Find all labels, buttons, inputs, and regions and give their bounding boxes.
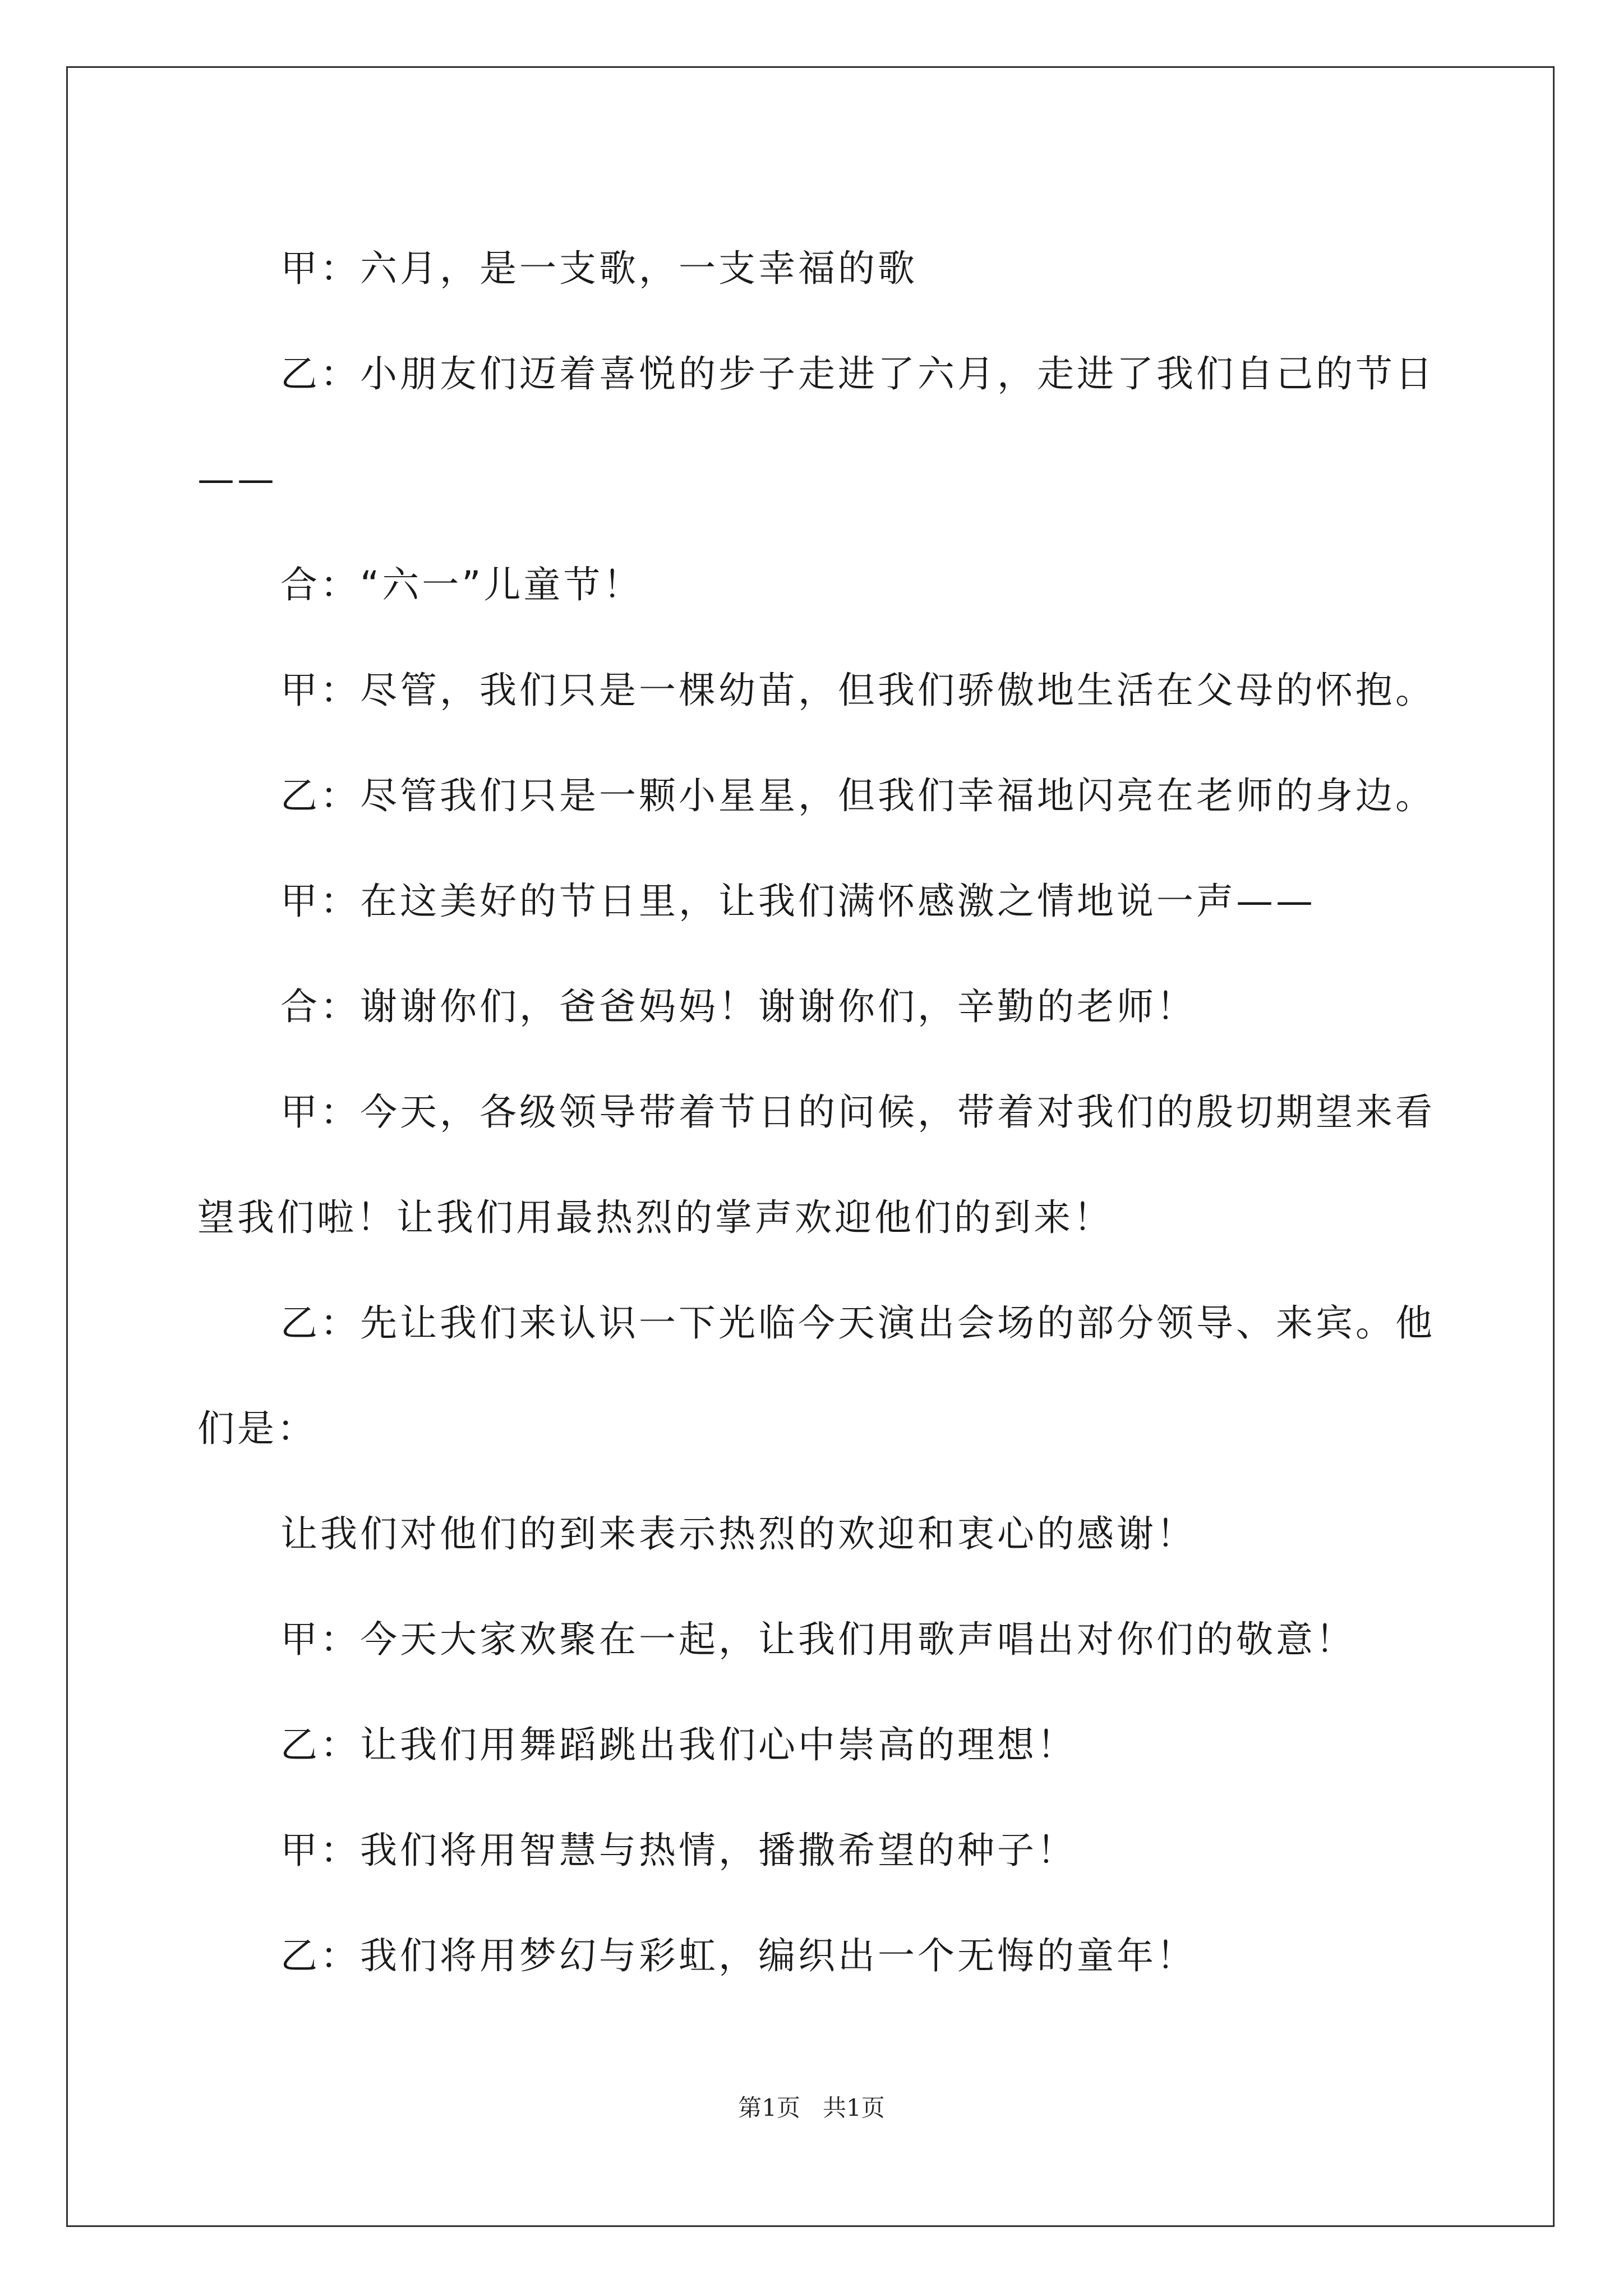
paragraph: 甲：六月，是一支歌，一支幸福的歌 [280, 247, 917, 290]
page-total: 共1页 [823, 2094, 885, 2122]
paragraph: 合：谢谢你们，爸爸妈妈！谢谢你们，辛勤的老师！ [280, 985, 1196, 1028]
page-number: 第1页 [738, 2094, 800, 2122]
paragraph: 甲：今天大家欢聚在一起，让我们用歌声唱出对你们的敬意！ [280, 1618, 1355, 1661]
paragraph: 乙：尽管我们只是一颗小星星，但我们幸福地闪亮在老师的身边。 [280, 774, 1435, 817]
document-body [197, 216, 1442, 2009]
paragraph: 乙：我们将用梦幻与彩虹，编织出一个无悔的童年！ [280, 1934, 1196, 1977]
paragraph: 甲：在这美好的节日里，让我们满怀感激之情地说一声—— [280, 880, 1316, 923]
paragraph: 甲：尽管，我们只是一棵幼苗，但我们骄傲地生活在父母的怀抱。 [280, 669, 1435, 712]
paragraph: 合：“六一”儿童节！ [280, 563, 643, 606]
paragraph: 甲：我们将用智慧与热情，播撒希望的种子！ [280, 1829, 1077, 1872]
paragraph: 乙：先让我们来认识一下光临今天演出会场的部分领导、来宾。他们是： [197, 1301, 1435, 1450]
paragraph: 甲：今天，各级领导带着节日的问候，带着对我们的殷切期望来看望我们啦！让我们用最热烈的掌声欢迎他们的到来！ [197, 1091, 1435, 1239]
paragraph: 让我们对他们的到来表示热烈的欢迎和衷心的感谢！ [280, 1512, 1196, 1556]
paragraph: 乙：小朋友们迈着喜悦的步子走进了六月，走进了我们自己的节日—— [197, 352, 1435, 501]
page-footer [0, 2090, 1623, 2123]
paragraph: 乙：让我们用舞蹈跳出我们心中崇高的理想！ [280, 1723, 1077, 1766]
